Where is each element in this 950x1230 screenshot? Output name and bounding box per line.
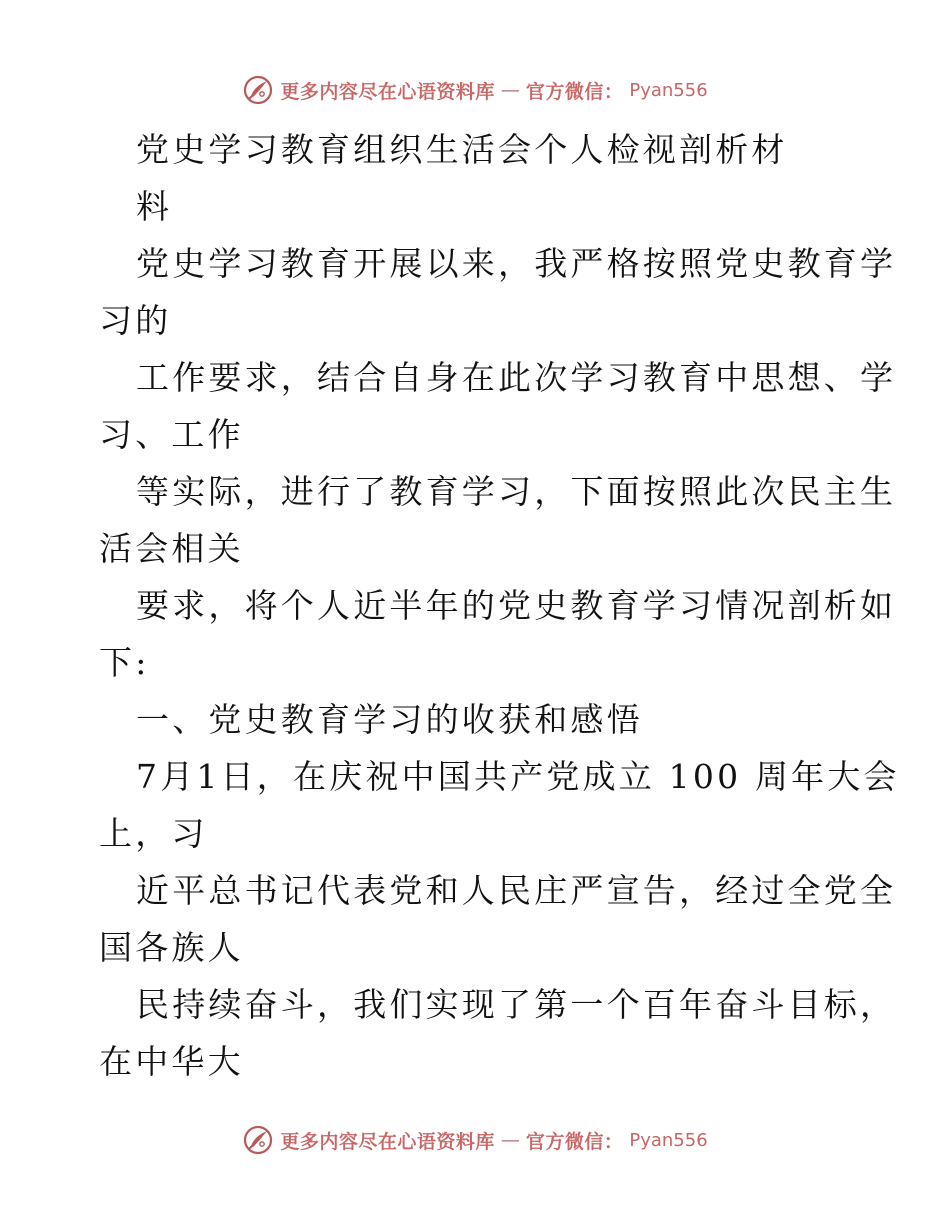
banner-wechat-label: 官方微信：: [525, 80, 624, 103]
paragraph-line: 习的: [99, 301, 172, 340]
section-heading: 一、党史教育学习的收获和感悟: [136, 700, 643, 739]
banner-separator: —: [500, 1129, 520, 1151]
banner-wechat-label: 官方微信：: [525, 1130, 624, 1153]
banner-wechat-id: Pyan556: [629, 79, 708, 101]
paragraph-line: 民持续奋斗，我们实现了第一个百年奋斗目标，: [136, 985, 897, 1024]
header-banner: [0, 70, 950, 110]
paragraph-line: 要求，将个人近半年的党史教育学习情况剖析如: [136, 586, 897, 625]
paragraph-line: 活会相关: [99, 529, 244, 568]
banner-title: 更多内容尽在心语资料库: [280, 80, 495, 103]
paragraph-line: 工作要求，结合自身在此次学习教育中思想、学: [136, 358, 897, 397]
banner-content: [242, 1124, 707, 1156]
paragraph-line: 在中华大: [99, 1042, 244, 1081]
paragraph-line: 7月1日，在庆祝中国共产党成立 100 周年大会: [136, 757, 900, 796]
paragraph-line: 等实际，进行了教育学习，下面按照此次民主生: [136, 472, 897, 511]
banner-separator: —: [500, 79, 520, 101]
footer-banner: [0, 1120, 950, 1160]
banner-content: [242, 74, 707, 106]
paragraph-line: 国各族人: [99, 928, 244, 967]
banner-wechat-id: Pyan556: [629, 1129, 708, 1151]
banner-title: 更多内容尽在心语资料库: [280, 1130, 495, 1153]
paragraph-line: 近平总书记代表党和人民庄严宣告，经过全党全: [136, 871, 897, 910]
pen-logo-icon: [242, 1124, 274, 1156]
paragraph-line: 下:: [99, 643, 150, 682]
paragraph-line: 习、工作: [99, 415, 244, 454]
paragraph-line: 上，习: [99, 814, 208, 853]
pen-logo-icon: [242, 74, 274, 106]
document-title-line-1: 党史学习教育组织生活会个人检视剖析材: [136, 130, 788, 169]
document-title-line-2: 料: [136, 187, 173, 226]
paragraph-line: 党史学习教育开展以来，我严格按照党史教育学: [136, 244, 897, 283]
